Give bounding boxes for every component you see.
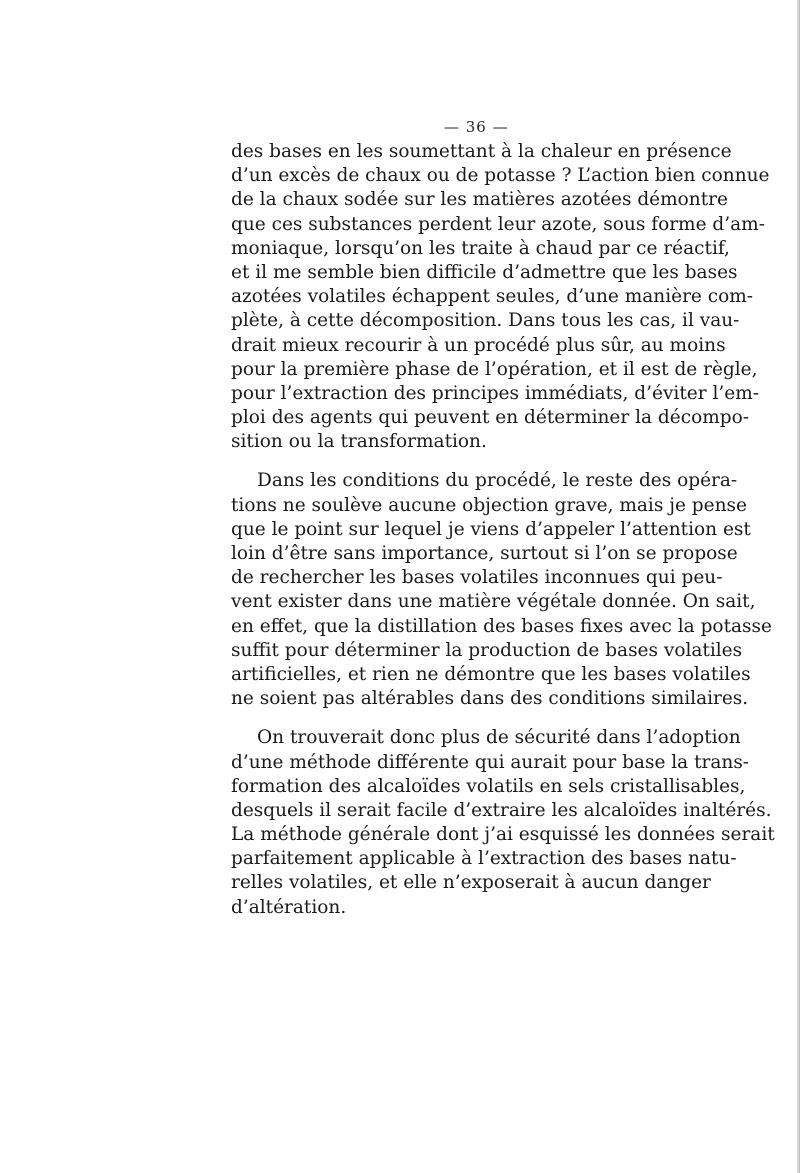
text-line: d’altération. bbox=[231, 896, 347, 918]
text-line: ploi des agents qui peuvent en déterminer la décompo- bbox=[231, 407, 749, 429]
text-line: des bases en les soumettant à la chaleur en présence bbox=[231, 141, 732, 162]
page-number: — 36 — bbox=[444, 118, 509, 136]
text-line: pour l’extraction des principes immédiats, d’éviter l’em- bbox=[231, 382, 759, 404]
text-line: et il me semble bien difficile d’admettre que les bases bbox=[231, 261, 738, 283]
text-line: loin d’être sans importance, surtout si l’on se propose bbox=[231, 543, 738, 564]
text-line: que le point sur lequel je viens d’appeler l’attention est bbox=[231, 518, 751, 540]
text-line: parfaitement applicable à l’extraction des bases natu- bbox=[231, 848, 737, 870]
text-line: en effet, que la distillation des bases fixes avec la potasse bbox=[231, 615, 772, 637]
paragraph-2 bbox=[231, 469, 772, 711]
text-line: desquels il serait facile d’extraire les alcaloïdes inaltérés. bbox=[231, 799, 772, 821]
text-line: de rechercher les bases volatiles inconnues qui peu- bbox=[231, 567, 723, 589]
text-line: suffit pour déterminer la production de bases volatiles bbox=[231, 639, 743, 661]
text-line: ne soient pas altérables dans des conditions similaires. bbox=[231, 688, 749, 710]
paragraph-3 bbox=[231, 726, 775, 920]
text-line: tions ne soulève aucune objection grave, mais je pense bbox=[231, 494, 747, 516]
text-line: relles volatiles, et elle n’exposerait à aucun danger bbox=[231, 872, 711, 894]
text-line: vent exister dans une matière végétale donnée. On sait, bbox=[231, 591, 756, 613]
text-line: drait mieux recourir à un procédé plus sûr, au moins bbox=[231, 334, 726, 356]
paragraph-1 bbox=[231, 140, 770, 454]
text-line: que ces substances perdent leur azote, sous forme d’am- bbox=[231, 213, 765, 235]
text-line: La méthode générale dont j’ai esquissé les données serait bbox=[231, 824, 775, 846]
text-line: de la chaux sodée sur les matières azotées démontre bbox=[231, 189, 728, 211]
text-line: d’une méthode différente qui aurait pour base la trans- bbox=[231, 751, 750, 773]
text-line: sition ou la transformation. bbox=[231, 431, 487, 453]
text-line: formation des alcaloïdes volatils en sels cristallisables, bbox=[231, 775, 746, 797]
text-line: pour la première phase de l’opération, et il est de règle, bbox=[231, 358, 758, 380]
text-line: azotées volatiles échappent seules, d’une manière com- bbox=[231, 286, 754, 308]
text-line: plète, à cette décomposition. Dans tous les cas, il vau- bbox=[231, 310, 740, 332]
body-text bbox=[231, 140, 775, 935]
text-line: Dans les conditions du procédé, le reste des opéra- bbox=[257, 470, 738, 492]
text-line: d’un excès de chaux ou de potasse ? L’action bien connue bbox=[231, 165, 770, 187]
text-line: On trouverait donc plus de sécurité dans l’adoption bbox=[257, 727, 741, 749]
text-line: artificielles, et rien ne démontre que les bases volatiles bbox=[231, 663, 751, 685]
text-line: moniaque, lorsqu’on les traite à chaud par ce réactif, bbox=[231, 237, 730, 259]
